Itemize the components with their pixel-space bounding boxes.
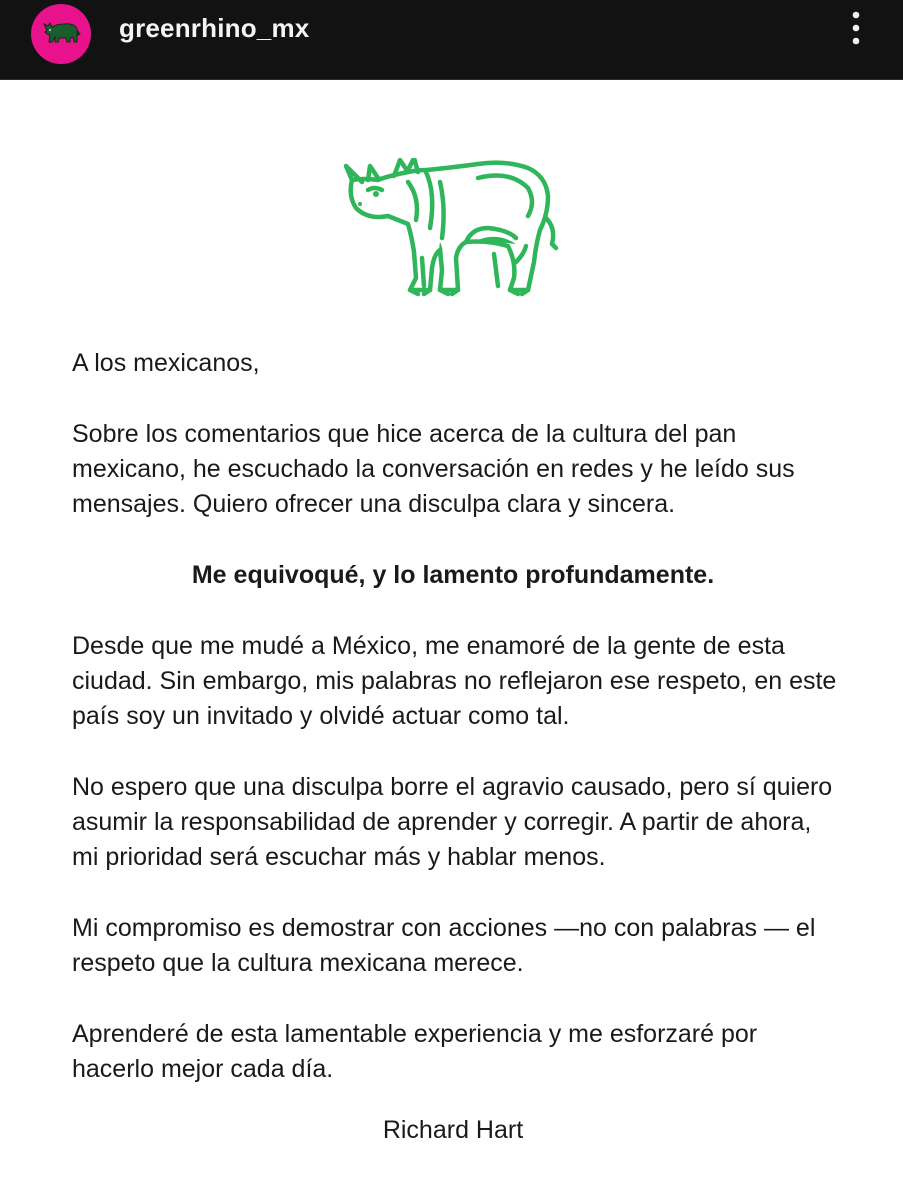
letter-paragraph: Aprenderé de esta lamentable experiencia y me esforzaré por hacerlo mejor cada día. bbox=[72, 1020, 758, 1083]
avatar[interactable] bbox=[31, 4, 91, 64]
letter-paragraph: Desde que me mudé a México, me enamoré de la gente de esta ciudad. Sin embargo, mis palabras no reflejaron ese respeto, en este país soy un invitado y olvidé actuar como tal. bbox=[72, 632, 837, 730]
rhino-logo-icon bbox=[338, 158, 566, 298]
post-header bbox=[0, 0, 903, 80]
more-options-button[interactable] bbox=[838, 6, 874, 50]
username[interactable]: greenrhino_mx bbox=[119, 13, 310, 43]
letter-signature: Richard Hart bbox=[382, 1116, 524, 1144]
rhino-icon bbox=[31, 4, 91, 64]
post-image bbox=[0, 80, 903, 1200]
letter-paragraph: No espero que una disculpa borre el agravio causado, pero sí quiero asumir la responsabilidad de aprender y corregir. A partir de ahora, mi prioridad será escuchar más y hablar menos. bbox=[72, 773, 833, 871]
letter-bold-statement: Me equivoqué, y lo lamento profundamente. bbox=[191, 561, 715, 589]
letter-paragraph: Mi compromiso es demostrar con acciones —no con palabras — el respeto que la cultura mexicana merece. bbox=[72, 914, 816, 977]
letter-greeting: A los mexicanos, bbox=[72, 349, 260, 377]
letter-paragraph: Sobre los comentarios que hice acerca de la cultura del pan mexicano, he escuchado la conversación en redes y he leído sus mensajes. Quiero ofrecer una disculpa clara y sincera. bbox=[72, 420, 795, 518]
apology-letter bbox=[72, 346, 842, 1148]
more-vertical-icon bbox=[838, 6, 874, 50]
